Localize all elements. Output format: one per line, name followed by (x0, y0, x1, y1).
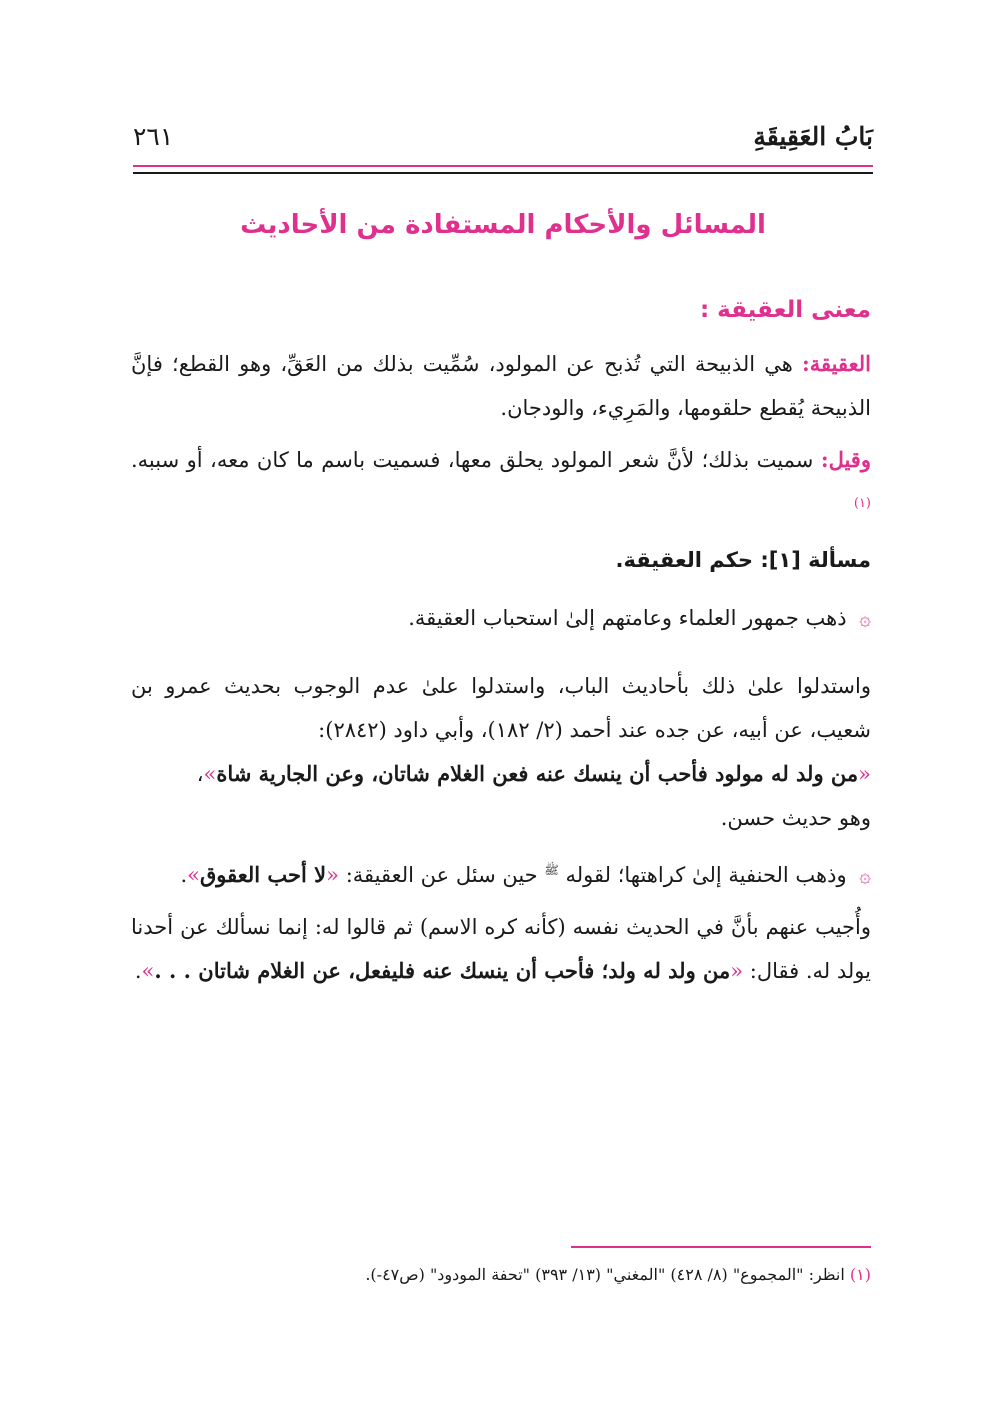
footnote-text: انظر: "المجموع" (٨/ ٤٢٨) "المغني" (١٣/ ٣٩٣) "تحفة المودود" (ص٤٧-). (365, 1265, 850, 1284)
hanafi-text-start: وذهب الحنفية إلىٰ كراهتها؛ لقوله (558, 863, 854, 887)
masala-heading (131, 538, 871, 582)
footnote-number: (١) (849, 1265, 871, 1284)
chapter-title: بَابُ العَقِيقَةِ (753, 122, 873, 151)
flower-ornament-icon: ۞ (859, 863, 871, 887)
page-number: ٢٦١ (133, 122, 174, 151)
rebuttal-end: . (134, 959, 142, 983)
definition-paragraph (131, 342, 871, 430)
definition-heading: معنى العقيقة : (699, 297, 871, 323)
footnote-ref[interactable]: (١) (853, 496, 871, 511)
hanafi-text-end: . (180, 863, 188, 887)
quote-close: » (141, 959, 155, 983)
hanafi-text-mid: حين سئل عن العقيقة: (339, 863, 545, 887)
alt-text: سميت بذلك؛ لأنَّ شعر المولود يحلق معها، فسميت باسم ما كان معه، أو سببه. (131, 448, 821, 472)
masala-title: حكم العقيقة. (615, 548, 761, 572)
masala-label: مسألة [١]: (760, 548, 871, 572)
main-content (131, 288, 871, 993)
majority-opinion-paragraph (131, 596, 871, 640)
rebuttal-paragraph (131, 905, 871, 993)
section-title: المسائل والأحكام المستفادة من الأحاديث (240, 210, 766, 240)
evidence-paragraph (131, 664, 871, 840)
quote-close: » (203, 762, 217, 786)
evidence-text: واستدلوا علىٰ ذلك بأحاديث الباب، واستدلوا علىٰ عدم الوجوب بحديث عمرو بن شعيب، عن أبيه، عن جده عند أحمد (٢/ ١٨٢)، وأبي داود (٢٨٤٢): (131, 674, 871, 742)
hadith-quote-3: من ولد له ولد؛ فأحب أن ينسك عنه فليفعل، عن الغلام شاتان . . . (154, 958, 731, 983)
hanafi-opinion-paragraph (131, 848, 871, 897)
alt-label: وقيل: (820, 447, 871, 472)
footnote-rule (571, 1246, 871, 1248)
quote-open: « (730, 959, 744, 983)
footnote (131, 1262, 871, 1288)
hadith-quote-1: من ولد له مولود فأحب أن ينسك عنه فعن الغلام شاتان، وعن الجارية شاة (216, 761, 859, 786)
running-header (133, 122, 873, 162)
flower-ornament-icon: ۞ (859, 606, 871, 630)
rebuttal-text: وأُجيب عنهم بأنَّ في الحديث نفسه (كأنه كره الاسم) ثم قالوا له: إنما نسألك عن أحدنا يولد له. فقال: (131, 915, 872, 983)
definition-term: العقيقة: (802, 351, 871, 376)
header-rule-black (133, 172, 873, 174)
definition-text: هي الذبيحة التي تُذبح عن المولود، سُمِّيت بذلك من العَقِّ، وهو القطع؛ فإنَّ الذبيحة يُقطع حلقومها، والمَرِيء، والودجان. (131, 352, 871, 420)
hadith-grade: وهو حديث حسن. (720, 806, 871, 830)
quote-open: « (858, 762, 871, 786)
salawat-glyph: ﷺ (544, 863, 559, 877)
quote-open: « (326, 863, 340, 887)
majority-opinion-text: ذهب جمهور العلماء وعامتهم إلىٰ استحباب العقيقة. (408, 606, 854, 630)
alt-definition-paragraph (131, 438, 871, 530)
hadith-quote-1-comma: ، (196, 762, 204, 786)
hadith-quote-2: لا أحب العقوق (199, 862, 327, 887)
quote-close: » (187, 863, 200, 887)
header-rule-pink (133, 165, 873, 167)
